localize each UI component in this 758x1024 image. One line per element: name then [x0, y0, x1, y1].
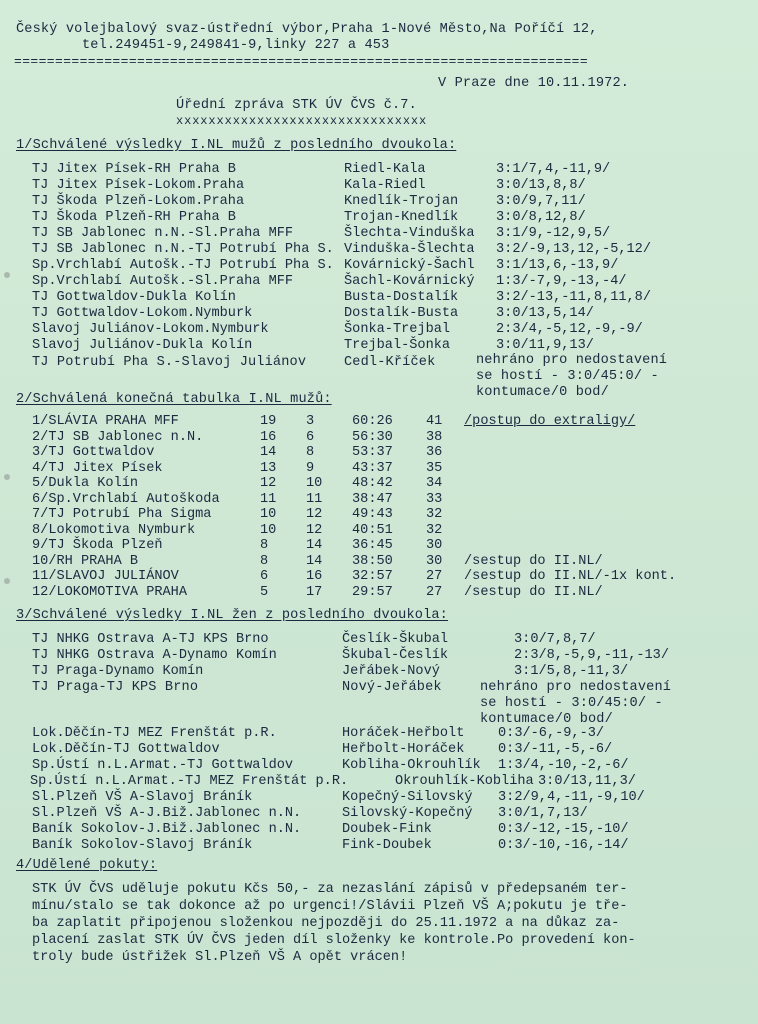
fine-paragraph-line: mínu/stalo se tak dokonce až po urgenci!/Slávii Plzeň VŠ A;pokutu je tře- [32, 899, 628, 914]
section1-note-line1: nehráno pro nedostavení [476, 353, 668, 368]
standings-note: /postup do extraligy/ [464, 414, 636, 429]
result-referees: Trojan-Knedlík [344, 210, 459, 225]
standings-lost: 17 [306, 584, 323, 600]
standings-points: 36 [426, 445, 443, 460]
standings-points: 41 [426, 414, 443, 429]
document-date: V Praze dne 10.11.1972. [438, 76, 630, 91]
result-score: 3:0/7,8,7/ [514, 632, 596, 647]
result-referees: Okrouhlík-Kobliha [395, 774, 534, 789]
punch-hole-mark [4, 578, 10, 584]
result-referees: Kala-Riedl [344, 178, 426, 193]
standings-team: 11/SLAVOJ JULIÁNOV [32, 569, 179, 584]
standings-lost: 16 [306, 569, 323, 584]
standings-lost: 9 [306, 460, 315, 476]
standings-won: 16 [260, 429, 277, 445]
standings-won: 10 [260, 507, 277, 522]
standings-won: 19 [260, 414, 277, 429]
standings-won: 12 [260, 476, 277, 491]
result-match: Sp.Vrchlabí Autošk.-Sl.Praha MFF [32, 274, 294, 289]
result-referees: Kobliha-Okrouhlík [342, 758, 481, 773]
result-referees: Šachl-Kovárnický [344, 274, 475, 289]
fine-paragraph-line: STK ÚV ČVS uděluje pokutu Kčs 50,- za nezaslání zápisů v předepsaném ter- [32, 882, 628, 897]
result-score: 2:3/4,-5,12,-9,-9/ [496, 322, 643, 337]
section3-note-line3: kontumace/0 bod/ [480, 712, 613, 727]
result-score: 3:0/13,8,8/ [496, 178, 586, 193]
standings-team: 2/TJ SB Jablonec n.N. [32, 429, 204, 445]
result-referees: Horáček-Heřbolt [342, 726, 465, 741]
standings-sets: 38:47 [352, 491, 393, 507]
result-score: 1:3/-7,9,-13,-4/ [496, 274, 627, 289]
result-referees: Šonka-Trejbal [344, 322, 451, 337]
fine-paragraph-line: ba zaplatit připojenou složenkou nejpozději do 25.11.1972 a na důkaz za- [32, 916, 620, 931]
standings-sets: 56:30 [352, 429, 393, 445]
result-match: TJ Jitex Písek-Lokom.Praha [32, 178, 245, 193]
section3-note-line2: se hostí - 3:0/45:0/ - [480, 696, 663, 711]
standings-lost: 14 [306, 553, 323, 569]
section1-note-match: TJ Potrubí Pha S.-Slavoj Juliánov [32, 355, 307, 370]
section4-heading: 4/Udělené pokuty: [16, 858, 158, 873]
punch-hole-mark [4, 272, 10, 278]
result-score: 3:1/5,8,-11,3/ [514, 664, 629, 679]
standings-won: 10 [260, 522, 277, 538]
result-score: 0:3/-10,-16,-14/ [498, 838, 629, 853]
standings-sets: 53:37 [352, 445, 393, 460]
standings-team: 8/Lokomotiva Nymburk [32, 522, 196, 538]
result-referees: Šlechta-Vinduška [344, 226, 475, 241]
result-match: Sl.Plzeň VŠ A-J.Biž.Jablonec n.N. [32, 806, 302, 821]
standings-lost: 12 [306, 522, 323, 538]
standings-lost: 6 [306, 429, 315, 445]
header-phone-line: tel.249451-9,249841-9,linky 227 a 453 [82, 38, 390, 53]
standings-won: 6 [260, 569, 269, 584]
standings-points: 38 [426, 429, 443, 445]
result-score: 3:0/8,12,8/ [496, 210, 586, 225]
result-match: TJ NHKG Ostrava A-Dynamo Komín [32, 648, 277, 663]
section3-note-line1: nehráno pro nedostavení [480, 680, 672, 695]
result-match: TJ SB Jablonec n.N.-TJ Potrubí Pha S. [32, 242, 334, 257]
standings-note: /sestup do II.NL/-1x kont. [464, 569, 677, 584]
standings-points: 30 [426, 553, 443, 569]
standings-sets: 40:51 [352, 522, 393, 538]
standings-won: 11 [260, 491, 277, 507]
punch-hole-mark [4, 474, 10, 480]
result-referees: Doubek-Fink [342, 822, 432, 837]
result-match: Sp.Vrchlabí Autošk.-TJ Potrubí Pha S. [32, 258, 334, 273]
result-score: 3:0/9,7,11/ [496, 194, 586, 209]
standings-team: 12/LOKOMOTIVA PRAHA [32, 584, 187, 600]
result-score: 3:1/9,-12,9,5/ [496, 226, 611, 241]
standings-team: 9/TJ Škoda Plzeň [32, 538, 163, 553]
result-score: 0:3/-6,-9,-3/ [498, 726, 605, 741]
standings-lost: 8 [306, 445, 315, 460]
result-referees: Fink-Doubek [342, 838, 432, 853]
result-score: 3:2/-13,-11,8,11,8/ [496, 290, 651, 305]
fine-paragraph-line: placení zaslat STK ÚV ČVS jeden díl složenky ke kontrole.Po provedení kon- [32, 933, 636, 948]
result-referees: Heřbolt-Horáček [342, 742, 465, 757]
standings-team: 4/TJ Jitex Písek [32, 460, 163, 476]
result-match: Sl.Plzeň VŠ A-Slavoj Bráník [32, 790, 253, 805]
standings-won: 5 [260, 584, 269, 600]
result-referees: Riedl-Kala [344, 162, 426, 177]
standings-note: /sestup do II.NL/ [464, 553, 603, 569]
result-match: Lok.Děčín-TJ MEZ Frenštát p.R. [32, 726, 277, 741]
standings-team: 7/TJ Potrubí Pha Sigma [32, 507, 212, 522]
header-rule: ====================================================================== [14, 58, 589, 66]
standings-sets: 60:26 [352, 414, 393, 429]
result-referees: Kovárnický-Šachl [344, 258, 475, 273]
section2-heading: 2/Schválená konečná tabulka I.NL mužů: [16, 392, 332, 407]
result-referees: Knedlík-Trojan [344, 194, 459, 209]
result-score: 1:3/4,-10,-2,-6/ [498, 758, 629, 773]
section3-note-match: TJ Praga-TJ KPS Brno [32, 680, 199, 695]
result-match: Slavoj Juliánov-Dukla Kolín [32, 338, 253, 353]
result-match: TJ Gottwaldov-Dukla Kolín [32, 290, 236, 305]
section1-heading: 1/Schválené výsledky I.NL mužů z posledního dvoukola: [16, 138, 457, 153]
result-match: Slavoj Juliánov-Lokom.Nymburk [32, 322, 269, 337]
standings-won: 8 [260, 553, 269, 569]
result-referees: Silovský-Kopečný [342, 806, 473, 821]
result-match: TJ NHKG Ostrava A-TJ KPS Brno [32, 632, 269, 647]
standings-won: 14 [260, 445, 277, 460]
standings-team: 6/Sp.Vrchlabí Autoškoda [32, 491, 220, 507]
result-score: 3:1/7,4,-11,9/ [496, 162, 611, 177]
standings-points: 35 [426, 460, 443, 476]
standings-points: 33 [426, 491, 443, 507]
result-referees: Dostalík-Busta [344, 306, 459, 321]
result-score: 3:0/13,11,3/ [538, 774, 636, 789]
result-match: TJ SB Jablonec n.N.-Sl.Praha MFF [32, 226, 294, 241]
section3-note-referees: Nový-Jeřábek [342, 680, 442, 695]
standings-lost: 11 [306, 491, 323, 507]
result-match: Baník Sokolov-J.Biž.Jablonec n.N. [32, 822, 302, 837]
result-score: 0:3/-12,-15,-10/ [498, 822, 629, 837]
result-match: Baník Sokolov-Slavoj Bráník [32, 838, 253, 853]
result-referees: Česlík-Škubal [342, 632, 449, 647]
result-score: 3:1/13,6,-13,9/ [496, 258, 619, 273]
result-match: Sp.Ústí n.L.Armat.-TJ MEZ Frenštát p.R. [30, 774, 349, 789]
result-referees: Škubal-Česlík [342, 648, 449, 663]
standings-sets: 32:57 [352, 569, 393, 584]
standings-team: 1/SLÁVIA PRAHA MFF [32, 414, 179, 429]
document-title: Úřední zpráva STK ÚV ČVS č.7. [176, 98, 417, 113]
standings-note: /sestup do II.NL/ [464, 584, 603, 600]
result-referees: Busta-Dostalík [344, 290, 459, 305]
standings-lost: 14 [306, 538, 323, 553]
result-match: TJ Jitex Písek-RH Praha B [32, 162, 236, 177]
result-match: Sp.Ústí n.L.Armat.-TJ Gottwaldov [32, 758, 294, 773]
standings-sets: 48:42 [352, 476, 393, 491]
standings-sets: 43:37 [352, 460, 393, 476]
title-rule: xxxxxxxxxxxxxxxxxxxxxxxxxxxxxxx [176, 114, 428, 128]
header-address-line: Český volejbalový svaz-ústřední výbor,Praha 1-Nové Město,Na Poříčí 12, [16, 22, 598, 37]
standings-team: 10/RH PRAHA B [32, 553, 139, 569]
section1-note-line2: se hostí - 3:0/45:0/ - [476, 369, 659, 384]
result-referees: Kopečný-Silovský [342, 790, 473, 805]
result-score: 3:0/11,9,13/ [496, 338, 594, 353]
standings-lost: 10 [306, 476, 323, 491]
result-score: 3:0/13,5,14/ [496, 306, 594, 321]
result-score: 3:2/-9,13,12,-5,12/ [496, 242, 651, 257]
standings-sets: 38:50 [352, 553, 393, 569]
standings-won: 13 [260, 460, 277, 476]
result-score: 3:2/9,4,-11,-9,10/ [498, 790, 645, 805]
result-score: 0:3/-11,-5,-6/ [498, 742, 613, 757]
section1-note-referees: Cedl-Kříček [344, 355, 436, 370]
standings-points: 34 [426, 476, 443, 491]
standings-lost: 3 [306, 414, 315, 429]
standings-points: 30 [426, 538, 443, 553]
section3-heading: 3/Schválené výsledky I.NL žen z posledního dvoukola: [16, 608, 448, 623]
standings-sets: 29:57 [352, 584, 393, 600]
result-referees: Trejbal-Šonka [344, 338, 451, 353]
result-match: TJ Praga-Dynamo Komín [32, 664, 204, 679]
result-match: TJ Gottwaldov-Lokom.Nymburk [32, 306, 253, 321]
standings-sets: 49:43 [352, 507, 393, 522]
standings-points: 27 [426, 569, 443, 584]
result-match: Lok.Děčín-TJ Gottwaldov [32, 742, 220, 757]
standings-points: 27 [426, 584, 443, 600]
standings-sets: 36:45 [352, 538, 393, 553]
result-score: 3:0/1,7,13/ [498, 806, 588, 821]
result-referees: Jeřábek-Nový [342, 664, 440, 679]
result-score: 2:3/8,-5,9,-11,-13/ [514, 648, 669, 663]
standings-lost: 12 [306, 507, 323, 522]
section1-note-line3: kontumace/0 bod/ [476, 385, 609, 400]
standings-team: 3/TJ Gottwaldov [32, 445, 155, 460]
standings-points: 32 [426, 522, 443, 538]
result-match: TJ Škoda Plzeň-RH Praha B [32, 210, 236, 225]
standings-won: 8 [260, 538, 269, 553]
result-match: TJ Škoda Plzeň-Lokom.Praha [32, 194, 245, 209]
standings-team: 5/Dukla Kolín [32, 476, 139, 491]
result-referees: Vinduška-Šlechta [344, 242, 475, 257]
standings-points: 32 [426, 507, 443, 522]
fine-paragraph-line: troly bude ústřižek Sl.Plzeň VŠ A opět vrácen! [32, 950, 408, 965]
